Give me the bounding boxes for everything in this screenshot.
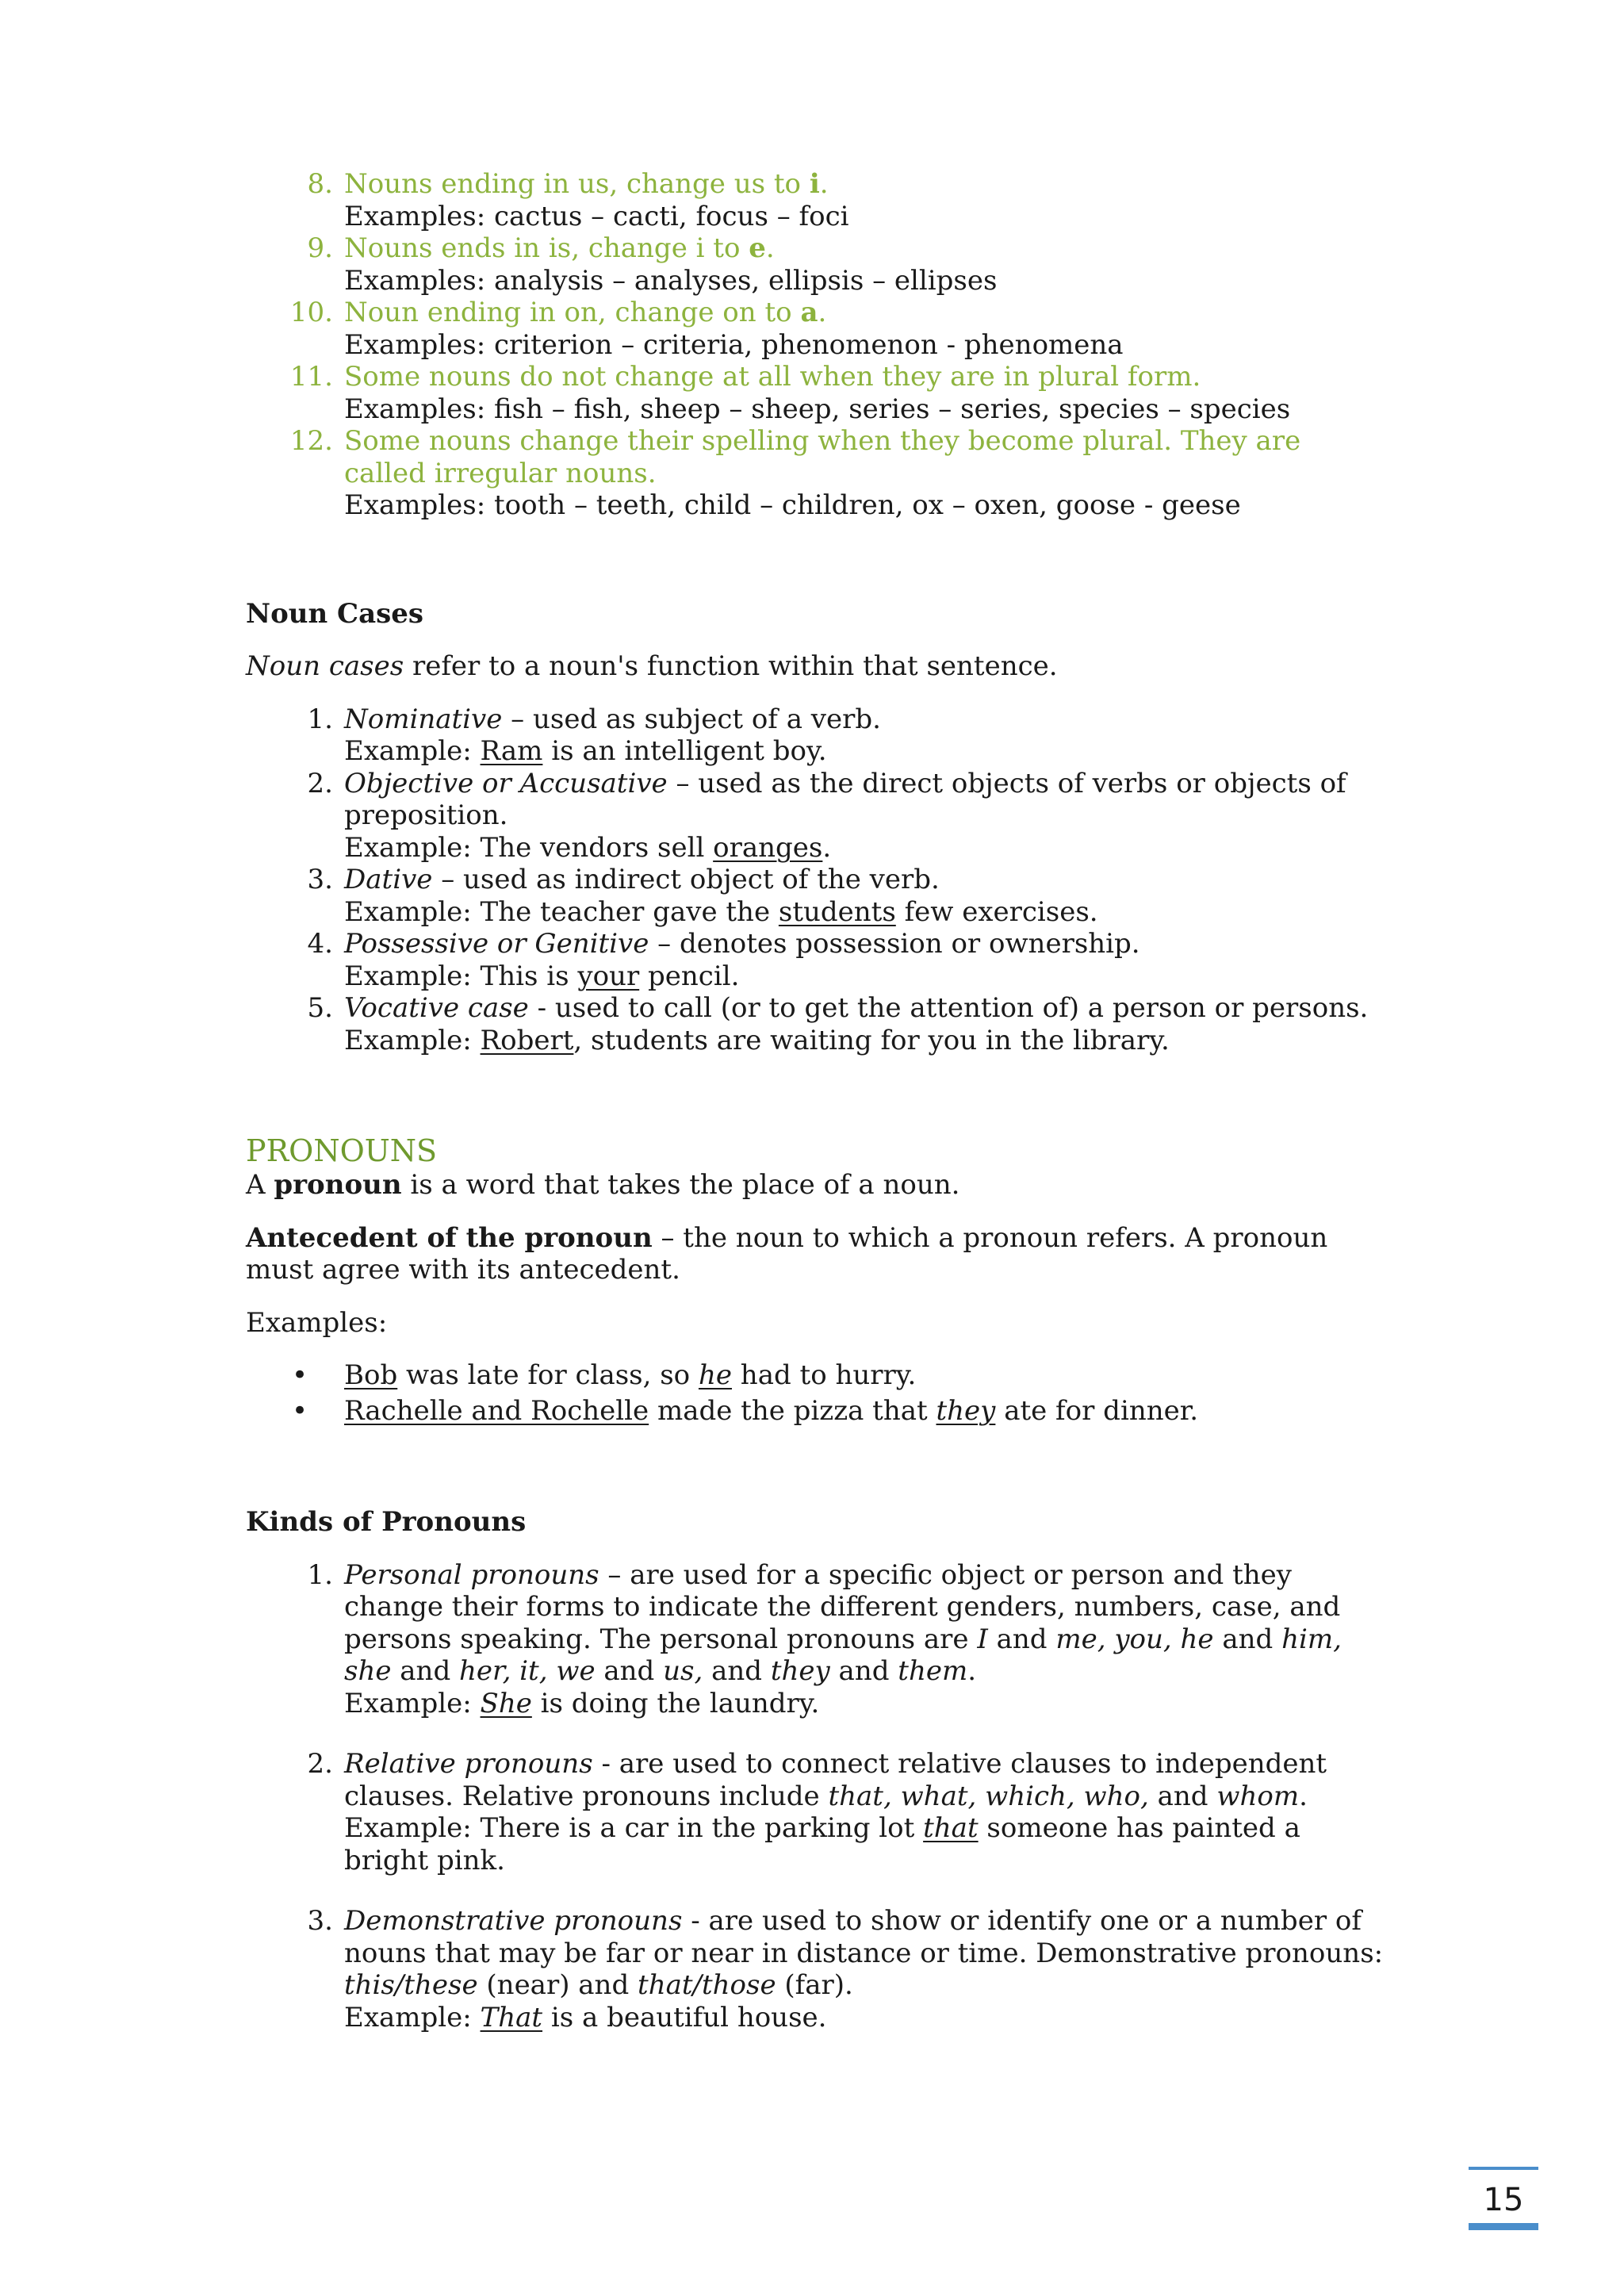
case-example xyxy=(344,960,1388,993)
rule-example: Examples: cactus – cacti, focus – foci xyxy=(344,200,849,232)
kind-example xyxy=(344,2002,1388,2034)
example-text: Example: The vendors sell xyxy=(344,831,714,864)
case-term: Objective or Accusative xyxy=(344,767,668,799)
kinds-list xyxy=(246,1559,1388,2034)
rule-text-part: Nouns ending in us, change us to xyxy=(344,168,810,200)
kind-definition xyxy=(344,1559,1388,1688)
example-text: , students are waiting for you in the library. xyxy=(573,1024,1170,1056)
noun-cases-heading: Noun Cases xyxy=(246,597,424,630)
list-item xyxy=(246,1395,1388,1428)
pronoun-word: he xyxy=(698,1359,732,1391)
list-item xyxy=(246,864,1388,928)
list-number: 2. xyxy=(307,1748,333,1780)
example-text: Example: The teacher gave the xyxy=(344,895,779,928)
page-content xyxy=(246,168,1388,2033)
case-term: Dative xyxy=(344,864,433,895)
page-number: 15 xyxy=(1469,2167,1538,2230)
definition-term: pronoun xyxy=(274,1169,402,1201)
case-term: Nominative xyxy=(344,703,503,735)
kind-desc: – are used for a specific object or person and they change their forms to indicate the different genders, numbers, case, and persons speaking. The personal pronouns are xyxy=(344,1558,1341,1655)
example-underlined-word: that xyxy=(923,1812,979,1844)
punct: . xyxy=(967,1655,977,1687)
kind-term: Relative pronouns xyxy=(344,1748,593,1780)
conj: and xyxy=(829,1655,898,1687)
list-number: 2. xyxy=(307,767,333,799)
example-text: had to hurry. xyxy=(731,1359,917,1391)
case-definition xyxy=(344,768,1388,832)
rule-bold-suffix: e xyxy=(749,232,766,264)
example-text: Example: This is xyxy=(344,960,578,992)
list-item xyxy=(246,992,1388,1056)
example-underlined-word: Ram xyxy=(480,735,543,767)
conj: and xyxy=(595,1655,664,1687)
rule-text xyxy=(344,297,1388,329)
kind-term: Demonstrative pronouns xyxy=(344,1905,683,1937)
list-item xyxy=(246,1748,1388,1876)
example-text: ate for dinner. xyxy=(995,1394,1199,1427)
antecedent-text: – the noun to which a pronoun refers. A pronoun must agree with its antecedent. xyxy=(246,1221,1328,1286)
example-text: few exercises. xyxy=(895,895,1098,928)
example-text: Example: xyxy=(344,1687,481,1719)
case-desc: – used as indirect object of the verb. xyxy=(432,864,940,895)
example-underlined-word: That xyxy=(480,2001,543,2033)
list-item xyxy=(246,1359,1388,1392)
pronoun-pair: this/these xyxy=(344,1969,478,2001)
noun-cases-list xyxy=(246,703,1388,1057)
pronoun-word: us, xyxy=(663,1655,703,1687)
list-number: 5. xyxy=(307,992,333,1024)
pronoun-word: me, you, he xyxy=(1055,1623,1214,1655)
antecedent-definition xyxy=(246,1222,1388,1286)
pronoun-list: that, what, which, who, xyxy=(828,1780,1149,1812)
antecedent-word: Bob xyxy=(344,1359,398,1391)
list-item xyxy=(246,425,1388,522)
list-number: 9. xyxy=(307,232,333,264)
list-number: 10. xyxy=(289,297,333,328)
conj: and xyxy=(1148,1780,1217,1812)
rule-text xyxy=(344,168,1388,201)
noun-cases-intro xyxy=(246,650,1388,683)
list-number: 1. xyxy=(307,1558,333,1591)
intro-text: refer to a noun's function within that sentence. xyxy=(404,650,1058,682)
pronoun-word: they xyxy=(770,1655,830,1687)
list-item xyxy=(246,768,1388,864)
rule-text xyxy=(344,232,1388,265)
list-number: 4. xyxy=(307,928,333,960)
pronoun-word: I xyxy=(977,1623,988,1655)
rule-text: Some nouns do not change at all when they are in plural form. xyxy=(344,361,1201,393)
case-term: Possessive or Genitive xyxy=(344,928,649,960)
list-item xyxy=(246,168,1388,232)
example-text: is an intelligent boy. xyxy=(542,735,827,767)
kind-term: Personal pronouns xyxy=(344,1558,599,1591)
list-number: 12. xyxy=(289,425,333,457)
list-item xyxy=(246,703,1388,768)
kind-example xyxy=(344,1812,1388,1876)
rule-punct: . xyxy=(765,232,775,264)
rule-example: Examples: fish – fish, sheep – sheep, series – series, species – species xyxy=(344,393,1291,425)
pronoun-word: her, it, we xyxy=(459,1655,596,1687)
antecedent-term: Antecedent of the pronoun xyxy=(246,1221,653,1254)
case-example xyxy=(344,896,1388,929)
pronoun-examples-list xyxy=(246,1359,1388,1427)
example-text: Example: There is a car in the parking lot xyxy=(344,1812,924,1844)
example-text: made the pizza that xyxy=(649,1394,936,1427)
case-desc: – used as the direct objects of verbs or objects of preposition. xyxy=(344,767,1346,831)
list-number: 1. xyxy=(307,703,333,735)
rule-example: Examples: analysis – analyses, ellipsis – ellipses xyxy=(344,264,998,297)
definition-text: is a word that takes the place of a noun. xyxy=(401,1169,960,1201)
case-term: Vocative case xyxy=(344,992,529,1024)
list-number: 3. xyxy=(307,864,333,895)
rule-example: Examples: tooth – teeth, child – children, ox – oxen, goose - geese xyxy=(344,489,1241,521)
rule-text-part: Nouns ends in is, change i to xyxy=(344,232,749,264)
plural-rules-list xyxy=(246,168,1388,522)
case-example xyxy=(344,1025,1388,1057)
rule-punct: . xyxy=(819,168,829,200)
kind-desc: - are used to connect relative clauses to independent clauses. Relative pronouns include xyxy=(344,1748,1327,1812)
pair-label: (near) and xyxy=(477,1969,638,2001)
example-text: . xyxy=(822,831,832,864)
list-item xyxy=(246,232,1388,297)
example-text: is doing the laundry. xyxy=(531,1687,820,1719)
conj: and xyxy=(391,1655,460,1687)
case-definition xyxy=(344,864,1388,896)
kind-definition xyxy=(344,1748,1388,1812)
list-item xyxy=(246,1905,1388,2033)
example-text: Example: xyxy=(344,1024,481,1056)
definition-text: A xyxy=(246,1169,274,1201)
example-text: someone has painted a bright pink. xyxy=(344,1812,1300,1876)
case-desc: - used to call (or to get the attention of) a person or persons. xyxy=(528,992,1369,1024)
pronoun-word: him, she xyxy=(344,1623,1342,1687)
antecedent-word: Rachelle and Rochelle xyxy=(344,1394,649,1427)
pronoun-definition xyxy=(246,1169,1388,1202)
rule-text: Some nouns change their spelling when they become plural. They are called irregular nouns. xyxy=(344,425,1301,489)
case-desc: – used as subject of a verb. xyxy=(502,703,881,735)
example-underlined-word: She xyxy=(480,1687,532,1719)
list-number: 3. xyxy=(307,1905,333,1937)
pronoun-word: them xyxy=(898,1655,968,1687)
pronoun-word: whom xyxy=(1216,1780,1300,1812)
example-underlined-word: students xyxy=(778,895,896,928)
example-underlined-word: Robert xyxy=(480,1024,574,1056)
kind-desc: - are used to show or identify one or a number of nouns that may be far or near in distance or time. Demonstrative pronouns: xyxy=(344,1905,1384,1969)
pair-label: (far). xyxy=(776,1969,853,2001)
kind-example xyxy=(344,1688,1388,1720)
example-text: is a beautiful house. xyxy=(542,2001,827,2033)
example-text: Example: xyxy=(344,735,481,767)
kinds-heading: Kinds of Pronouns xyxy=(246,1506,527,1538)
list-number: 8. xyxy=(307,168,333,200)
rule-text-part: Noun ending in on, change on to xyxy=(344,297,801,328)
pronouns-heading: PRONOUNS xyxy=(246,1133,438,1168)
list-item xyxy=(246,928,1388,992)
case-example xyxy=(344,832,1388,864)
list-number: 11. xyxy=(289,361,333,393)
pronoun-word: they xyxy=(936,1394,996,1427)
list-item xyxy=(246,297,1388,361)
conj: and xyxy=(703,1655,771,1687)
example-text: Example: xyxy=(344,2001,481,2033)
rule-punct: . xyxy=(818,297,827,328)
case-definition xyxy=(344,703,1388,736)
example-text: was late for class, so xyxy=(397,1359,699,1391)
case-example xyxy=(344,735,1388,768)
case-desc: – denotes possession or ownership. xyxy=(649,928,1140,960)
list-item xyxy=(246,361,1388,425)
kind-definition xyxy=(344,1905,1388,2002)
punct: . xyxy=(1299,1780,1308,1812)
intro-term: Noun cases xyxy=(246,650,404,682)
rule-bold-suffix: a xyxy=(800,297,818,328)
case-definition xyxy=(344,992,1388,1025)
conj: and xyxy=(1213,1623,1282,1655)
pronoun-pair: that/those xyxy=(638,1969,776,2001)
example-text: pencil. xyxy=(639,960,740,992)
example-underlined-word: oranges xyxy=(713,831,823,864)
example-underlined-word: your xyxy=(577,960,640,992)
examples-label: Examples: xyxy=(246,1306,388,1339)
case-definition xyxy=(344,928,1388,960)
conj: and xyxy=(987,1623,1056,1655)
list-item xyxy=(246,1559,1388,1720)
rule-example: Examples: criterion – criteria, phenomenon - phenomena xyxy=(344,328,1124,361)
rule-bold-suffix: i xyxy=(809,168,820,200)
